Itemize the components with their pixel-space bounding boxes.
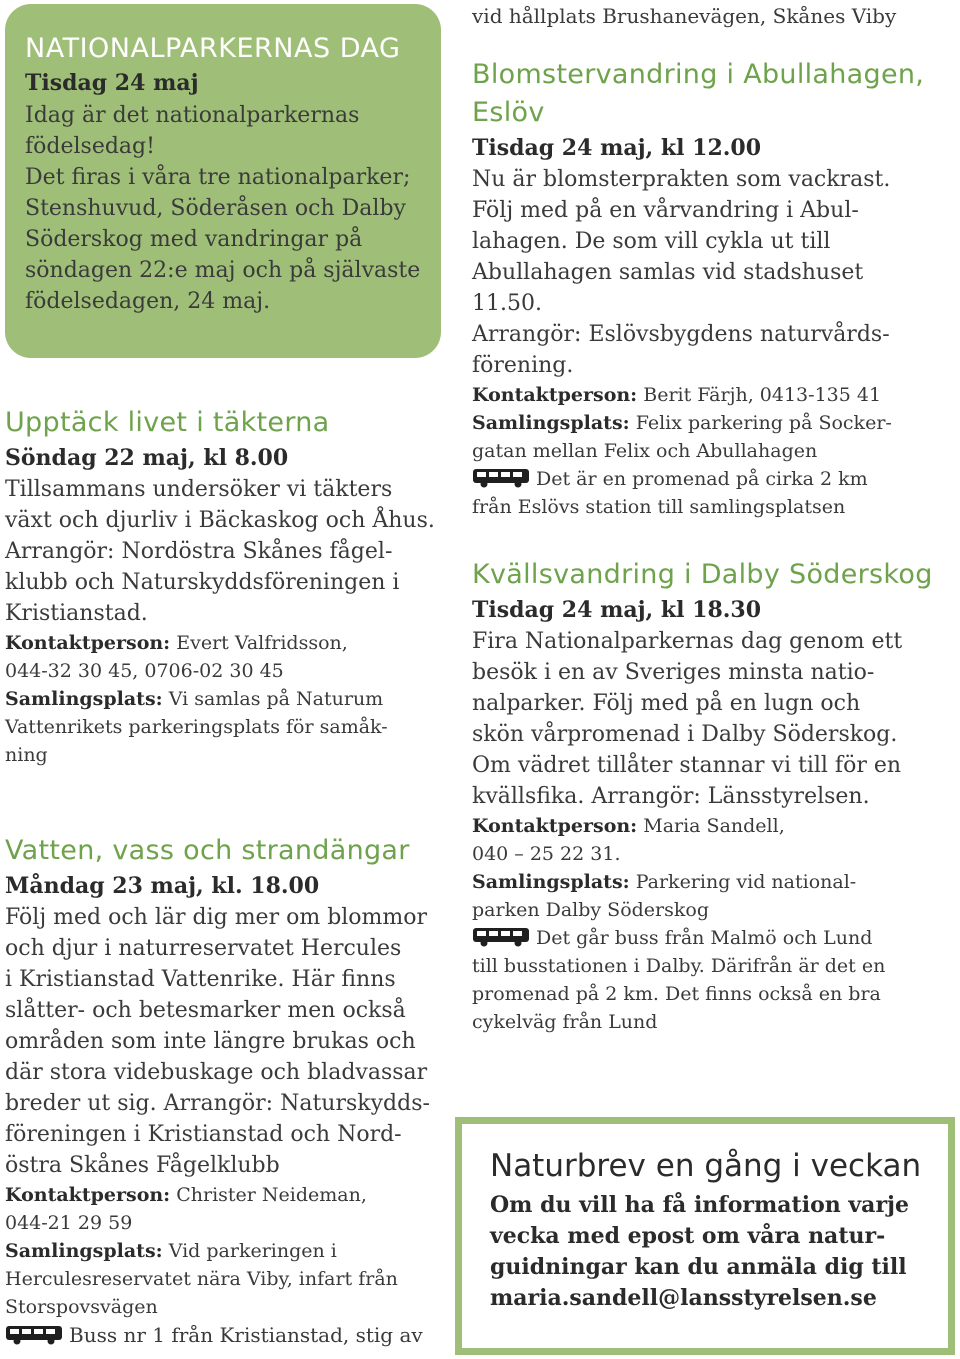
meeting-value: Vi samlas på Naturum Vattenrikets parkeringsplats för samåk- ning [5,688,388,766]
event-contact [5,1181,445,1237]
meeting-value: Felix parkering på Socker- gatan mellan Felix och Abullahagen [472,412,892,462]
event-date: Tisdag 24 maj, kl 12.00 [472,135,762,161]
newsletter-box [455,1117,955,1355]
event-vatten [5,832,445,1349]
newsletter-text: Om du vill ha få information varje vecka med epost om våra natur- guidningar kan du anmäla dig till maria.sandell@lansstyrelsen.se [490,1192,909,1311]
event-blomstervandring [472,56,957,521]
bus-icon [472,927,530,947]
event-description: Nu är blomsterprakten som vackrast. Följ med på en vårvandring i Abul- lahagen. De som vill cykla ut till Abullahagen samlas vid stadshuset 11.50. Arrangör: Eslövsbygdens naturvårds- förening. [472,167,891,378]
contact-value: Berit Färjh, 0413-135 41 [637,384,882,406]
event-description: Följ med och lär dig mer om blommor och djur i naturreservatet Hercules i Kristianstad Vattenrike. Här finns slåtter- och betesmarker men också områden som inte längre brukas och där stora videbuskage och bladvassar breder ut sig. Arrangör: Naturskydds- föreningen i Kristianstad och Nord- östra Skånes Fågelklubb [5,905,430,1178]
meeting-value: Vid parkeringen i Herculesreservatet nära Viby, infart från Storspovsvägen [5,1240,398,1318]
bus-icon [5,1325,63,1345]
event-kvallsvandring [472,556,957,1036]
transport-text: Buss nr 1 från Kristianstad, stig av [69,1323,423,1347]
event-date: Måndag 23 maj, kl. 18.00 [5,873,320,899]
event-meeting-point [5,1237,445,1321]
event-description: Fira Nationalparkernas dag genom ett besök i en av Sveriges minsta natio- nalparker. Följ med på en lugn och skön vårpromenad i Dalby Söderskog. Om vädret tillåter stannar vi till för en kvällsfika. Arrangör: Länsstyrelsen. [472,629,903,809]
intro-title: NATIONALPARKERNAS DAG [25,33,401,64]
event-date: Tisdag 24 maj, kl 18.30 [472,597,762,623]
transport-text-continued: vid hållplats Brushanevägen, Skånes Viby [472,4,897,28]
contact-value: Evert Valfridsson, 044-32 30 45, 0706-02 30 45 [5,632,348,682]
contact-label: Kontaktperson: [5,1184,171,1206]
contact-label: Kontaktperson: [5,632,171,654]
event-contact [472,812,957,868]
meeting-label: Samlingsplats: [472,871,630,893]
contact-label: Kontaktperson: [472,815,638,837]
intro-text: Idag är det nationalparkernas födelsedag! Det firas i våra tre nationalparker; Stenshuvud, Söderåsen och Dalby Söderskog med vandringar på söndagen 22:e maj och på självaste födelsedagen, 24 maj. [25,103,421,314]
event-upptack [5,404,445,769]
event-meeting-point [5,685,445,769]
event-meeting-point [472,409,957,465]
intro-date: Tisdag 24 maj [25,70,199,96]
contact-value: Maria Sandell, 040 – 25 22 31. [472,815,785,865]
event-transport [472,465,957,521]
event-contact [472,381,957,409]
transport-text: Det är en promenad på cirka 2 km från Eslövs station till samlingsplatsen [472,468,868,518]
event-date: Söndag 22 maj, kl 8.00 [5,445,289,471]
event-description: Tillsammans undersöker vi täkters växt och djurliv i Bäckaskog och Åhus. Arrangör: Nordöstra Skånes fågel- klubb och Naturskyddsföreningen i Kristianstad. [5,477,435,626]
event-title: Upptäck livet i täkterna [5,407,330,438]
event-transport [472,924,957,1036]
intro-box [5,4,441,358]
newsletter-title: Naturbrev en gång i veckan [490,1148,922,1184]
meeting-label: Samlingsplats: [472,412,630,434]
contact-label: Kontaktperson: [472,384,638,406]
event-contact [5,629,445,685]
event-title: Blomstervandring i Abullahagen, Eslöv [472,59,925,128]
meeting-label: Samlingsplats: [5,1240,163,1262]
event-title: Kvällsvandring i Dalby Söderskog [472,559,933,590]
contact-value: Christer Neideman, 044-21 29 59 [5,1184,367,1234]
event-transport [5,1321,445,1349]
transport-text: Det går buss från Malmö och Lund till busstationen i Dalby. Därifrån är det en promenad på 2 km. Det finns också en bra cykelväg från Lund [472,927,886,1033]
meeting-label: Samlingsplats: [5,688,163,710]
bus-icon [472,468,530,488]
event-meeting-point [472,868,957,924]
event-title: Vatten, vass och strandängar [5,835,410,866]
meeting-value: Parkering vid national- parken Dalby Söderskog [472,871,857,921]
